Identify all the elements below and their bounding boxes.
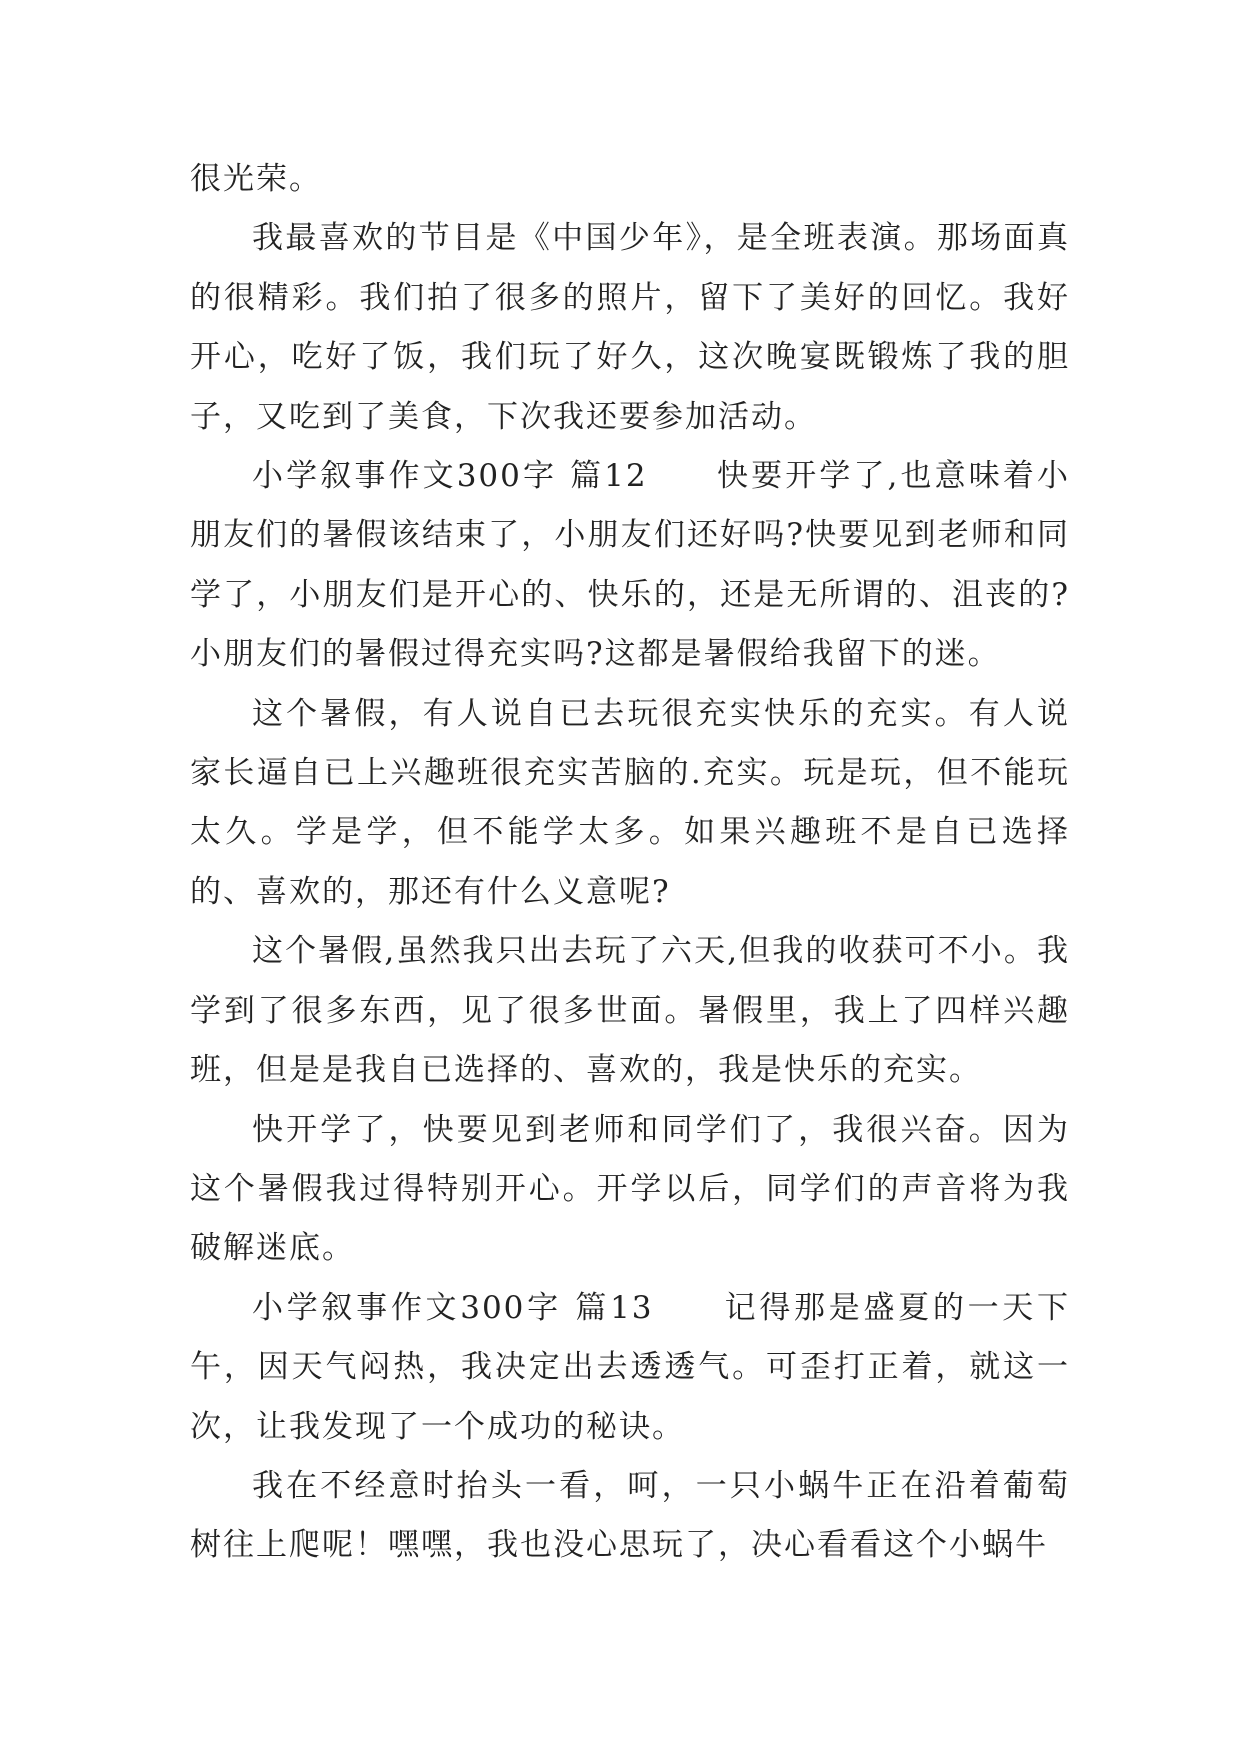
paragraph: 小学叙事作文300字 篇13 记得那是盛夏的一天下午，因天气闷热，我决定出去透透气。可歪打正着，就这一次，让我发现了一个成功的秘诀。 bbox=[190, 1289, 1070, 1445]
paragraph: 这个暑假,虽然我只出去玩了六天,但我的收获可不小。我学到了很多东西，见了很多世面。暑假里，我上了四样兴趣班，但是是我自已选择的、喜欢的，我是快乐的充实。 bbox=[190, 933, 1070, 1089]
paragraph: 我在不经意时抬头一看，呵，一只小蜗牛正在沿着葡萄树往上爬呢！嘿嘿，我也没心思玩了，决心看看这个小蜗牛 bbox=[190, 1467, 1070, 1564]
paragraph: 很光荣。 bbox=[190, 161, 322, 197]
paragraph: 快开学了，快要见到老师和同学们了，我很兴奋。因为这个暑假我过得特别开心。开学以后，同学们的声音将为我破解迷底。 bbox=[190, 1111, 1070, 1267]
paragraph: 这个暑假，有人说自已去玩很充实快乐的充实。有人说家长逼自已上兴趣班很充实苦脑的.充实。玩是玩，但不能玩太久。学是学，但不能学太多。如果兴趣班不是自已选择的、喜欢的，那还有什么义意呢? bbox=[190, 695, 1070, 910]
body-text bbox=[190, 150, 1070, 1576]
paragraph: 我最喜欢的节目是《中国少年》，是全班表演。那场面真的很精彩。我们拍了很多的照片，留下了美好的回忆。我好开心，吃好了饭，我们玩了好久，这次晚宴既锻炼了我的胆子，又吃到了美食，下次我还要参加活动。 bbox=[190, 220, 1070, 435]
paragraph: 小学叙事作文300字 篇12 快要开学了,也意味着小朋友们的暑假该结束了，小朋友们还好吗?快要见到老师和同学了，小朋友们是开心的、快乐的，还是无所谓的、沮丧的?小朋友们的暑假过得充实吗?这都是暑假给我留下的迷。 bbox=[190, 458, 1070, 673]
